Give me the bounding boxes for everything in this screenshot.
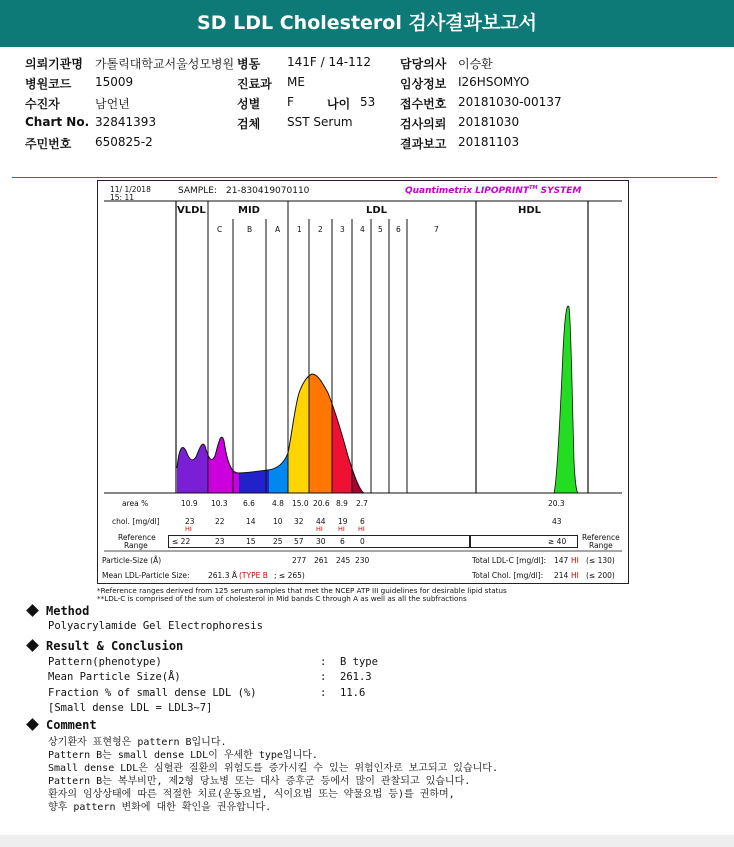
ref-1: 57 [294,537,304,546]
group-hdl: HDL [518,205,542,216]
ps-1: 277 [292,556,307,565]
hospital-code-label: 병원코드 [25,77,72,91]
divider [12,177,717,178]
specimen-value: SST Serum [287,115,353,129]
footnote-2: **LDL-C is comprised of the sum of cholesterol in Mid bands C through A as well as all the subfractions [97,594,467,603]
area-c: 10.3 [211,499,228,508]
sample-id: 21-830419070110 [226,186,310,196]
result-heading [26,639,183,653]
total-chol-ref: (≤ 200) [586,571,615,580]
band-b: B [247,225,253,234]
group-mid: MID [238,205,260,216]
rrn-value: 650825-2 [95,135,153,149]
info-row-3 [0,95,734,115]
sex-value: F [287,95,294,109]
diamond-bullet-icon [26,604,39,617]
chol-label: chol. [mg/dl] [112,517,160,526]
report-date: 11/ 1/2018 [110,185,151,194]
hospital-code-value: 15009 [95,75,134,89]
info-row-4 [0,115,734,135]
sex-label: 성별 [237,97,261,111]
system-tm: TM [529,185,538,191]
group-vldl: VLDL [177,205,206,216]
particle-size-label: Particle-Size (Å) [102,556,162,565]
doctor-label: 담당의사 [400,57,447,71]
area-1: 15.0 [292,499,309,508]
method-text: Polyacrylamide Gel Electrophoresis [48,620,263,632]
hi-flag-4: HI [358,525,365,533]
total-ldl-value: 147 [554,556,569,565]
dept-label: 진료과 [237,77,272,91]
hi-flag-3: HI [338,525,345,533]
area-3: 8.9 [336,499,348,508]
system-suffix: SYSTEM [540,186,582,196]
ref-label-right-1: Reference [582,533,620,542]
area-vldl: 10.9 [181,499,198,508]
band-1: 1 [297,225,302,234]
doctor-value: 이승환 [458,57,493,71]
area-4: 2.7 [356,499,368,508]
chart-value: 32841393 [95,115,157,129]
patient-value: 남언년 [95,97,130,111]
report-date-value: 20181103 [458,135,520,149]
frac-colon: : [320,687,327,699]
pattern-label: Pattern(phenotype) [48,656,162,668]
mps-value: 261.3 [340,671,372,683]
institution-label: 의뢰기관명 [25,57,83,71]
band-a: A [275,225,281,234]
ref-b: 15 [246,537,256,546]
total-ldl-label: Total LDL-C [mg/dl]: [472,556,547,565]
total-chol-label: Total Chol. [mg/dl]: [472,571,544,580]
chol-a: 10 [273,517,283,526]
type-text: (TYPE B [239,571,268,580]
ref-vldl: ≤ 22 [172,537,191,546]
diamond-bullet-icon [26,639,39,652]
mean-size-label: Mean LDL-Particle Size: [102,571,190,580]
ref-hdl: ≥ 40 [548,537,567,546]
area-b: 6.6 [243,499,255,508]
comment-heading [26,718,97,732]
dept-value: ME [287,75,305,89]
band-2: 2 [318,225,323,234]
ref-label-1: Reference [118,533,156,542]
ref-c: 23 [215,537,225,546]
frac-value: 11.6 [340,687,366,699]
specimen-label: 검체 [237,117,261,131]
ref-4: 0 [360,537,365,546]
ps-2: 261 [314,556,329,565]
total-chol-hi: HI [571,571,579,580]
comment-line: 향후 pattern 변화에 대한 확인을 권유합니다. [48,802,272,813]
ref-3: 6 [340,537,345,546]
age-label: 나이 [327,97,351,111]
mps-colon: : [320,671,327,683]
ref-label-right-2: Range [589,541,613,550]
band-4: 4 [360,225,365,234]
ward-label: 병동 [237,57,261,71]
total-ldl-hi: HI [571,556,579,565]
area-a: 4.8 [272,499,284,508]
ps-3: 245 [336,556,351,565]
rrn-label: 주민번호 [25,137,72,151]
chol-4: 6 [360,517,365,526]
method-heading [26,604,89,618]
system-name [405,185,581,196]
band-6: 6 [396,225,401,234]
comment-line: Pattern B는 복부비만, 제2형 당뇨병 또는 대사 증후군 등에서 많이 관찰되고 있습니다. [48,776,471,787]
mean-size-value: 261.3 Å [208,571,237,580]
curve-fill [177,331,366,501]
info-row-2 [0,75,734,95]
total-ldl-ref: (≤ 130) [586,556,615,565]
patient-label: 수진자 [25,97,60,111]
hi-flag-vldl: HI [185,525,192,533]
area-hdl: 20.3 [548,499,565,508]
patient-info [0,50,734,160]
group-ldl: LDL [366,205,388,216]
type-ref: ; ≤ 265) [274,571,305,580]
chol-c: 22 [215,517,225,526]
chol-1: 32 [294,517,304,526]
ward-value: 141F / 14-112 [287,55,371,69]
band-3: 3 [340,225,345,234]
area-label: area % [122,499,149,508]
ps-4: 230 [355,556,370,565]
receipt-value: 20181030-00137 [458,95,562,109]
clinical-info-label: 임상정보 [400,77,447,91]
comment-line: Pattern B는 small dense LDL이 우세한 type입니다. [48,750,318,761]
comment-line: Small dense LDL은 심혈관 질환의 위험도를 증가시킬 수 있는 위험인자로 보고되고 있습니다. [48,763,498,774]
chart-label: Chart No. [25,115,90,129]
report-time: 15: 11 [110,193,134,202]
lipoprint-report [97,180,629,584]
chol-hdl: 43 [552,517,562,526]
frac-label: Fraction % of small dense LDL (%) [48,687,257,699]
chol-2: 44 [316,517,326,526]
hi-flag-2: HI [316,525,323,533]
diamond-bullet-icon [26,718,39,731]
request-label: 검사의뢰 [400,117,447,131]
chol-vldl: 23 [185,517,195,526]
info-row-5 [0,135,734,155]
comment-line: 환자의 임상상태에 따른 적절한 치료(운동요법, 식이요법 또는 약물요법 등)를 권하며, [48,789,455,800]
band-7: 7 [434,225,439,234]
report-title: SD LDL Cholesterol 검사결과보고서 [0,0,734,47]
chol-b: 14 [246,517,256,526]
result-heading-text: Result & Conclusion [46,639,184,653]
band-5: 5 [378,225,383,234]
comment-line: 상기환자 표현형은 pattern B입니다. [48,737,227,748]
area-2: 20.6 [313,499,330,508]
footnote-1: *Reference ranges derived from 125 serum samples that met the NCEP ATP III guidelines for desirable lipid status [97,586,507,595]
age-value: 53 [360,95,376,109]
ref-label-2: Range [124,541,148,550]
system-name-text: Quantimetrix LIPOPRINT [405,186,530,196]
bottom-band [0,835,734,847]
institution-value: 가톨릭대학교서울성모병원 [95,57,235,71]
total-chol-value: 214 [554,571,569,580]
result-note: [Small dense LDL = LDL3~7] [48,702,213,714]
pattern-value: B type [340,656,378,668]
comment-heading-text: Comment [46,718,97,732]
method-heading-text: Method [46,604,90,618]
band-c: C [217,225,223,234]
request-value: 20181030 [458,115,520,129]
mps-label: Mean Particle Size(Å) [48,671,181,683]
chol-3: 19 [338,517,348,526]
pattern-colon: : [320,656,327,668]
report-date-label: 결과보고 [400,137,447,151]
info-row-1 [0,55,734,75]
hdl-peak [554,306,578,493]
receipt-label: 접수번호 [400,97,447,111]
ref-a: 25 [273,537,283,546]
clinical-info-value: I26HSOMYO [458,75,530,89]
ref-2: 30 [316,537,326,546]
sample-label: SAMPLE: [178,186,217,196]
